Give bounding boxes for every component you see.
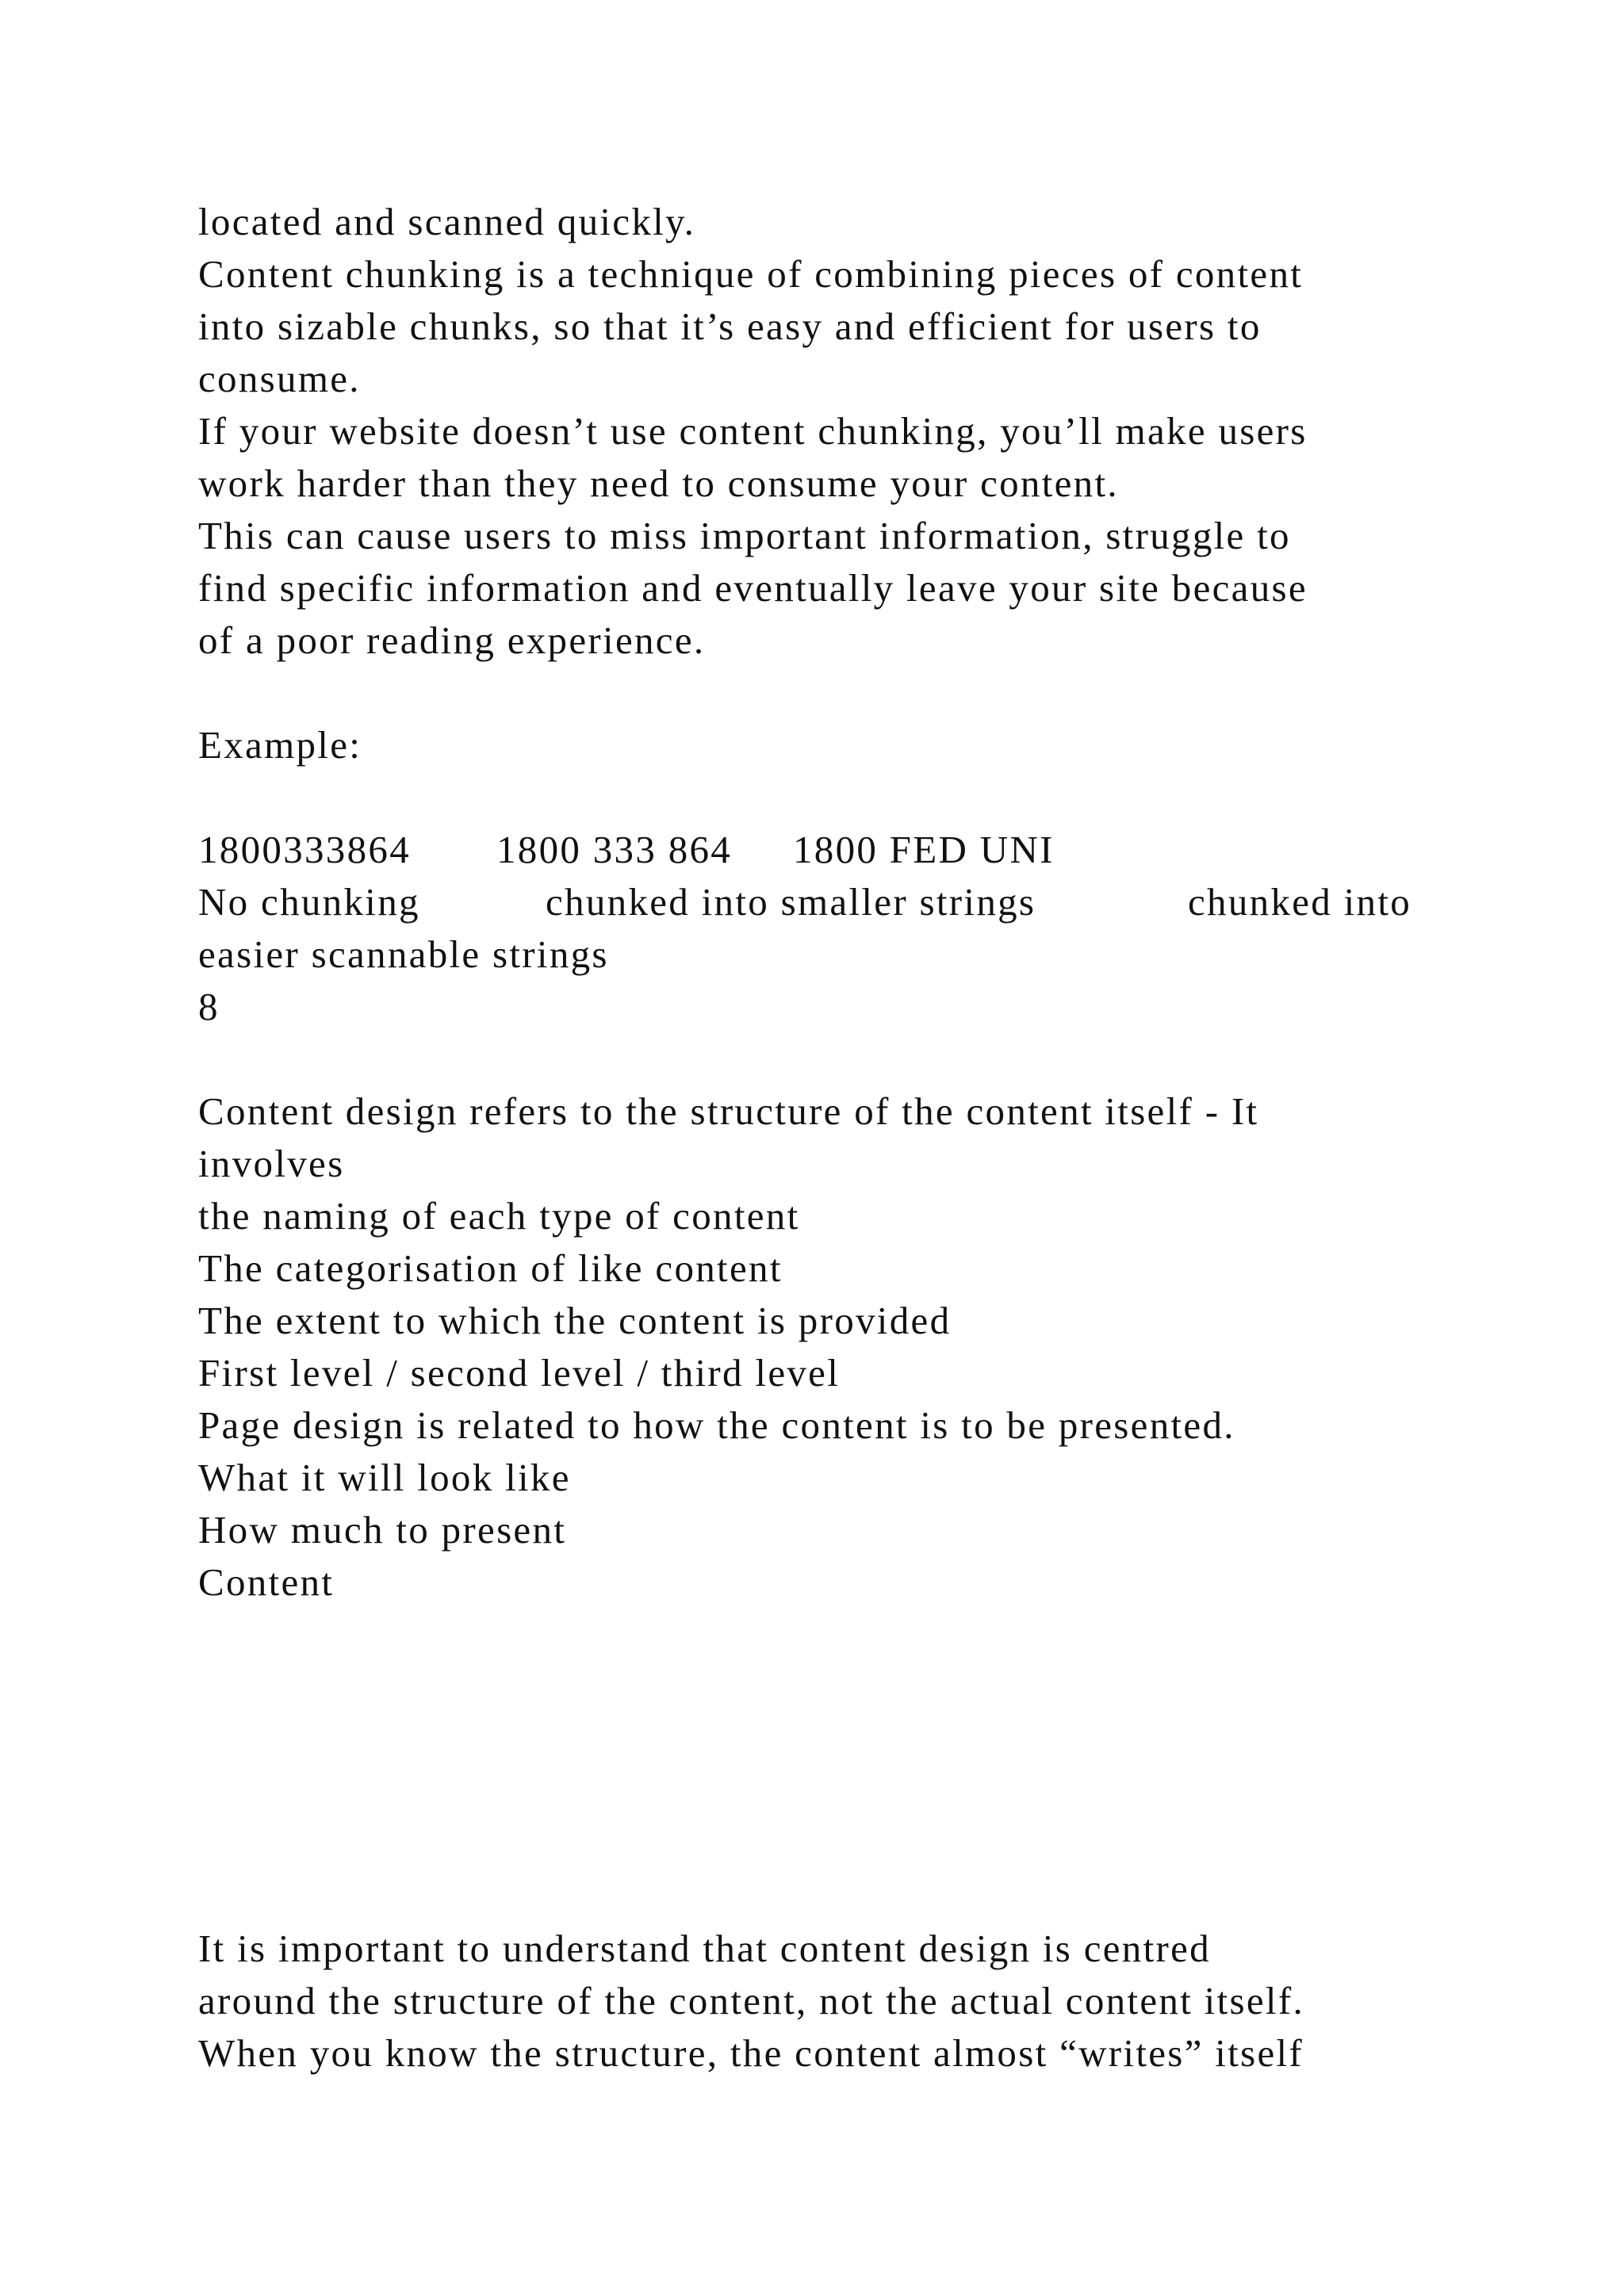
paragraph-line: Content design refers to the structure of the content itself - It (198, 1089, 1259, 1133)
example-caption-unchunked: No chunking (198, 880, 420, 924)
paragraph-line: Page design is related to how the content is to be presented. (198, 1403, 1235, 1447)
paragraph-line: the naming of each type of content (198, 1194, 800, 1238)
example-value-scannable: 1800 FED UNI (793, 828, 1055, 871)
example-caption-scannable: chunked into (1188, 880, 1412, 924)
paragraph-line: into sizable chunks, so that it’s easy and efficient for users to (198, 304, 1262, 348)
paragraph-line: work harder than they need to consume your content. (198, 461, 1119, 505)
paragraph-line: First level / second level / third level (198, 1351, 841, 1395)
paragraph-line: consume. (198, 357, 361, 400)
page-number: 8 (198, 985, 220, 1028)
example-label: Example: (198, 723, 362, 767)
paragraph-line: What it will look like (198, 1456, 571, 1499)
example-value-chunked: 1800 333 864 (496, 828, 733, 871)
paragraph-line: When you know the structure, the content almost “writes” itself (198, 2031, 1304, 2075)
example-caption-chunked: chunked into smaller strings (546, 880, 1036, 924)
paragraph-line: Content (198, 1560, 335, 1604)
paragraph-line: located and scanned quickly. (198, 200, 696, 243)
paragraph-line: around the structure of the content, not the actual content itself. (198, 1979, 1305, 2022)
paragraph-line: How much to present (198, 1508, 567, 1552)
paragraph-line: The categorisation of like content (198, 1246, 783, 1290)
paragraph-line: It is important to understand that content design is centred (198, 1927, 1211, 1970)
paragraph-line: The extent to which the content is provided (198, 1299, 952, 1342)
paragraph-line: This can cause users to miss important information, struggle to (198, 514, 1291, 557)
paragraph-line: of a poor reading experience. (198, 618, 706, 662)
paragraph-line: If your website doesn’t use content chunking, you’ll make users (198, 409, 1308, 453)
paragraph-line: Content chunking is a technique of combining pieces of content (198, 252, 1304, 296)
paragraph-line: involves (198, 1142, 345, 1185)
example-caption-wrap: easier scannable strings (198, 932, 609, 976)
example-value-unchunked: 1800333864 (198, 828, 411, 871)
paragraph-line: find specific information and eventually leave your site because (198, 566, 1308, 610)
